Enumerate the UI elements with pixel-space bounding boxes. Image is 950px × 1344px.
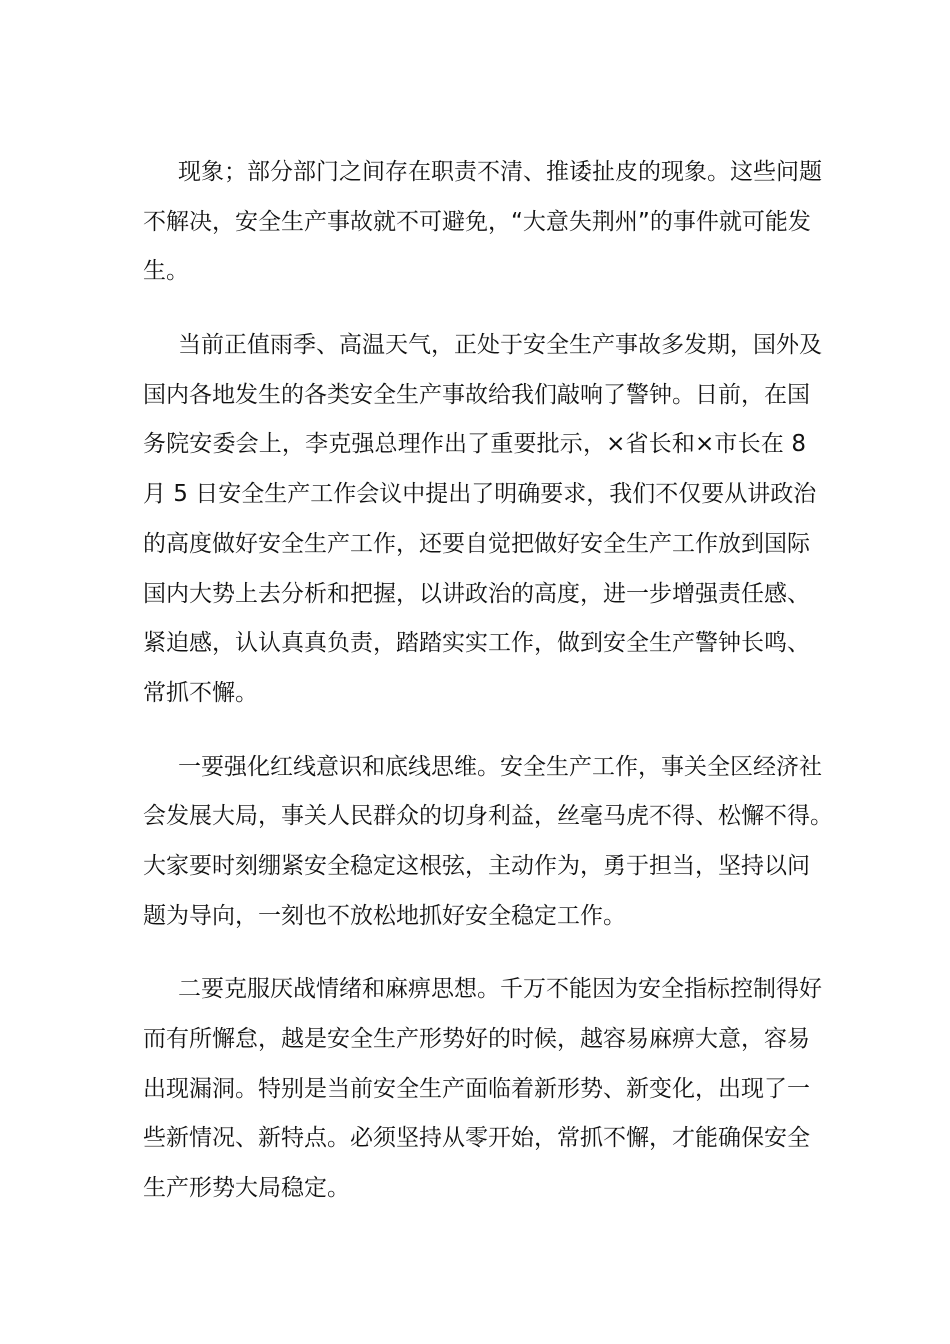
text-line: 而有所懈怠，越是安全生产形势好的时候，越容易麻痹大意，容易	[143, 1026, 810, 1052]
paragraph	[143, 148, 822, 297]
text-line: 二要克服厌战情绪和麻痹思想。千万不能因为安全指标控制得好	[178, 976, 822, 1003]
paragraph	[143, 321, 822, 719]
text-line: 不解决，安全生产事故就不可避免，“大意失荆州”的事件就可能发	[143, 208, 811, 235]
text-line: 国内各地发生的各类安全生产事故给我们敲响了警钟。日前，在国	[143, 381, 810, 408]
paragraph	[143, 743, 833, 942]
text-line: 国内大势上去分析和把握，以讲政治的高度，进一步增强责任感、	[143, 580, 810, 607]
text-line: 月 5 日安全生产工作会议中提出了明确要求，我们不仅要从讲政治	[143, 481, 817, 508]
text-line: 大家要时刻绷紧安全稳定这根弦，主动作为，勇于担当，坚持以问	[143, 852, 810, 879]
text-line: 现象；部分部门之间存在职责不清、推诿扯皮的现象。这些问题	[178, 159, 822, 185]
text-line: 务院安委会上，李克强总理作出了重要批示，×省长和×市长在 8	[143, 431, 806, 458]
text-line: 些新情况、新特点。必须坚持从零开始，常抓不懈，才能确保安全	[143, 1125, 810, 1152]
text-line: 题为导向，一刻也不放松地抓好安全稳定工作。	[143, 902, 626, 929]
text-line: 一要强化红线意识和底线思维。安全生产工作，事关全区经济社	[178, 753, 822, 780]
document-page	[143, 148, 833, 1238]
text-line: 常抓不懈。	[143, 679, 258, 706]
paragraph	[143, 965, 822, 1213]
text-line: 当前正值雨季、高温天气，正处于安全生产事故多发期，国外及	[178, 332, 822, 359]
text-line: 紧迫感，认认真真负责，踏踏实实工作，做到安全生产警钟长鸣、	[143, 630, 810, 657]
text-line: 的高度做好安全生产工作，还要自觉把做好安全生产工作放到国际	[143, 530, 810, 557]
text-line: 出现漏洞。特别是当前安全生产面临着新形势、新变化，出现了一	[143, 1075, 810, 1102]
text-line: 会发展大局，事关人民群众的切身利益，丝毫马虎不得、松懈不得。	[143, 803, 833, 830]
text-line: 生产形势大局稳定。	[143, 1175, 350, 1202]
text-line: 生。	[143, 258, 189, 285]
